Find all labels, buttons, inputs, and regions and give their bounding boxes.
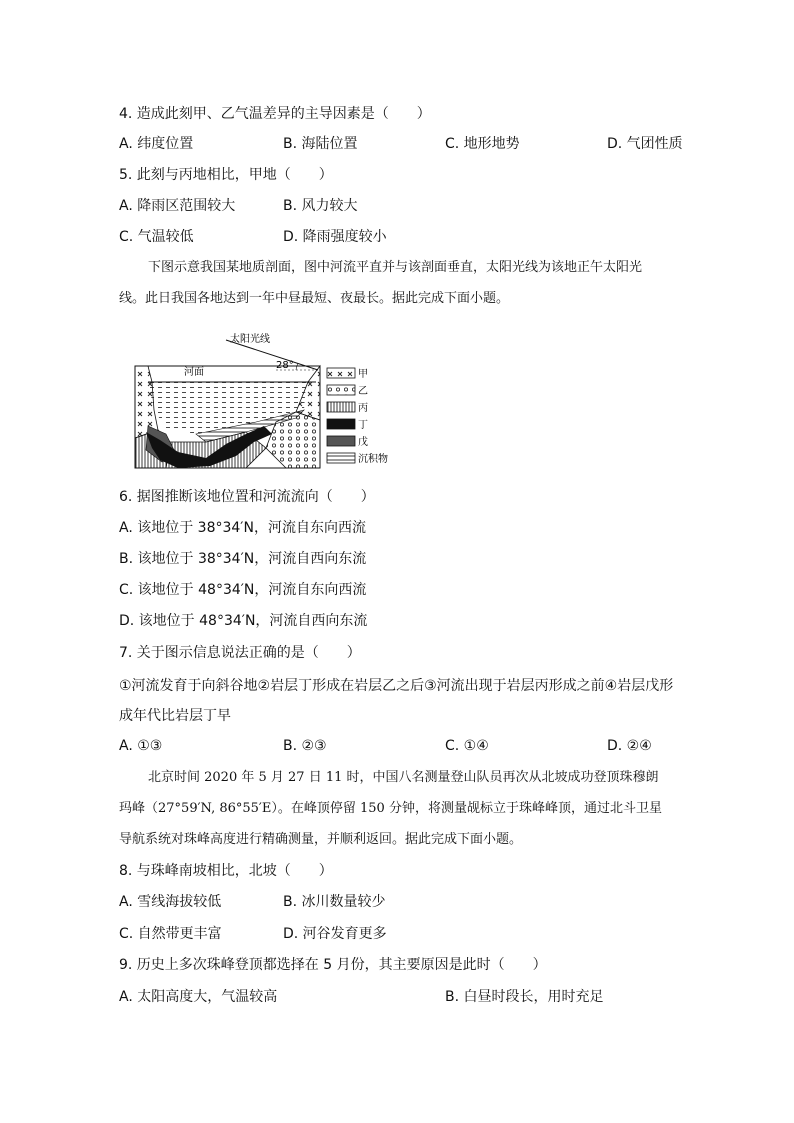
geologic-cross-section-figure — [126, 330, 396, 472]
q8-option-a: A. 雪线海拔较低 — [119, 894, 222, 910]
passage-2-line-1: 北京时间 2020 年 5 月 27 日 11 时，中国八名测量登山队员再次从北坡成功登顶珠穆朗 — [148, 770, 659, 785]
q5-option-b: B. 风力较大 — [283, 198, 358, 214]
legend-label-bing: 丙 — [358, 403, 368, 414]
q6-option-c: C. 该地位于 48°34′N，河流自东向西流 — [119, 582, 367, 598]
legend-swatch-sediment — [327, 453, 355, 463]
legend-swatch-jia — [327, 368, 355, 378]
legend-label-yi: 乙 — [358, 386, 368, 397]
q5-option-c: C. 气温较低 — [119, 229, 194, 245]
q8-option-b: B. 冰川数量较少 — [283, 894, 386, 910]
legend-swatch-ding — [327, 419, 355, 429]
question-8-stem: 8. 与珠峰南坡相比，北坡（ ） — [119, 863, 333, 879]
q7-option-c: C. ①④ — [445, 738, 489, 754]
q4-option-c: C. 地形地势 — [445, 136, 520, 152]
q6-option-b: B. 该地位于 38°34′N，河流自西向东流 — [119, 551, 367, 567]
legend-swatch-yi — [327, 385, 355, 395]
question-9-stem: 9. 历史上多次珠峰登顶都选择在 5 月份，其主要原因是此时（ ） — [119, 957, 547, 973]
q6-option-a: A. 该地位于 38°34′N，河流自东向西流 — [119, 520, 366, 536]
q9-option-b: B. 白昼时段长，用时充足 — [445, 989, 604, 1005]
river-surface-label: 河面 — [184, 367, 204, 378]
question-7-stem: 7. 关于图示信息说法正确的是（ ） — [119, 645, 361, 661]
q6-option-d: D. 该地位于 48°34′N，河流自西向东流 — [119, 613, 368, 629]
q8-option-c: C. 自然带更丰富 — [119, 926, 222, 942]
q7-statements-line-2: 成年代比岩层丁早 — [119, 708, 231, 724]
question-4-stem: 4. 造成此刻甲、乙气温差异的主导因素是（ ） — [119, 106, 431, 122]
q9-option-a: A. 太阳高度大，气温较高 — [119, 989, 278, 1005]
question-5-stem: 5. 此刻与丙地相比，甲地（ ） — [119, 167, 333, 183]
legend-label-ding: 丁 — [358, 420, 368, 431]
passage-2-line-3: 导航系统对珠峰高度进行精确测量，并顺利返回。据此完成下面小题。 — [119, 832, 523, 847]
angle-label: 28° — [276, 360, 294, 371]
question-6-stem: 6. 据图推断该地位置和河流流向（ ） — [119, 489, 375, 505]
q7-option-a: A. ①③ — [119, 738, 163, 754]
q5-option-a: A. 降雨区范围较大 — [119, 198, 236, 214]
legend-swatch-wu — [327, 436, 355, 446]
passage-1-line-2: 线。此日我国各地达到一年中昼最短、夜最长。据此完成下面小题。 — [119, 291, 510, 306]
sun-ray-label: 太阳光线 — [230, 334, 270, 345]
q7-option-b: B. ②③ — [283, 738, 327, 754]
legend-swatch-bing — [327, 402, 355, 412]
q8-option-d: D. 河谷发育更多 — [283, 926, 387, 942]
q7-statements-line-1: ①河流发育于向斜谷地②岩层丁形成在岩层乙之后③河流出现于岩层丙形成之前④岩层戊形 — [119, 678, 674, 694]
q7-option-d: D. ②④ — [607, 738, 652, 754]
q5-option-d: D. 降雨强度较小 — [283, 229, 387, 245]
legend-label-jia: 甲 — [358, 369, 368, 380]
q4-option-b: B. 海陆位置 — [283, 136, 358, 152]
q4-option-a: A. 纬度位置 — [119, 136, 194, 152]
legend-label-sediment: 沉积物 — [358, 454, 388, 465]
passage-1-line-1: 下图示意我国某地质剖面，图中河流平直并与该剖面垂直，太阳光线为该地正午太阳光 — [148, 260, 643, 275]
legend-label-wu: 戊 — [358, 437, 368, 448]
figure-legend — [327, 368, 388, 465]
q4-option-d: D. 气团性质 — [607, 136, 683, 152]
passage-2-line-2: 玛峰（27°59′N, 86°55′E）。在峰顶停留 150 分钟，将测量觇标立于珠峰峰顶，通过北斗卫星 — [119, 801, 662, 816]
